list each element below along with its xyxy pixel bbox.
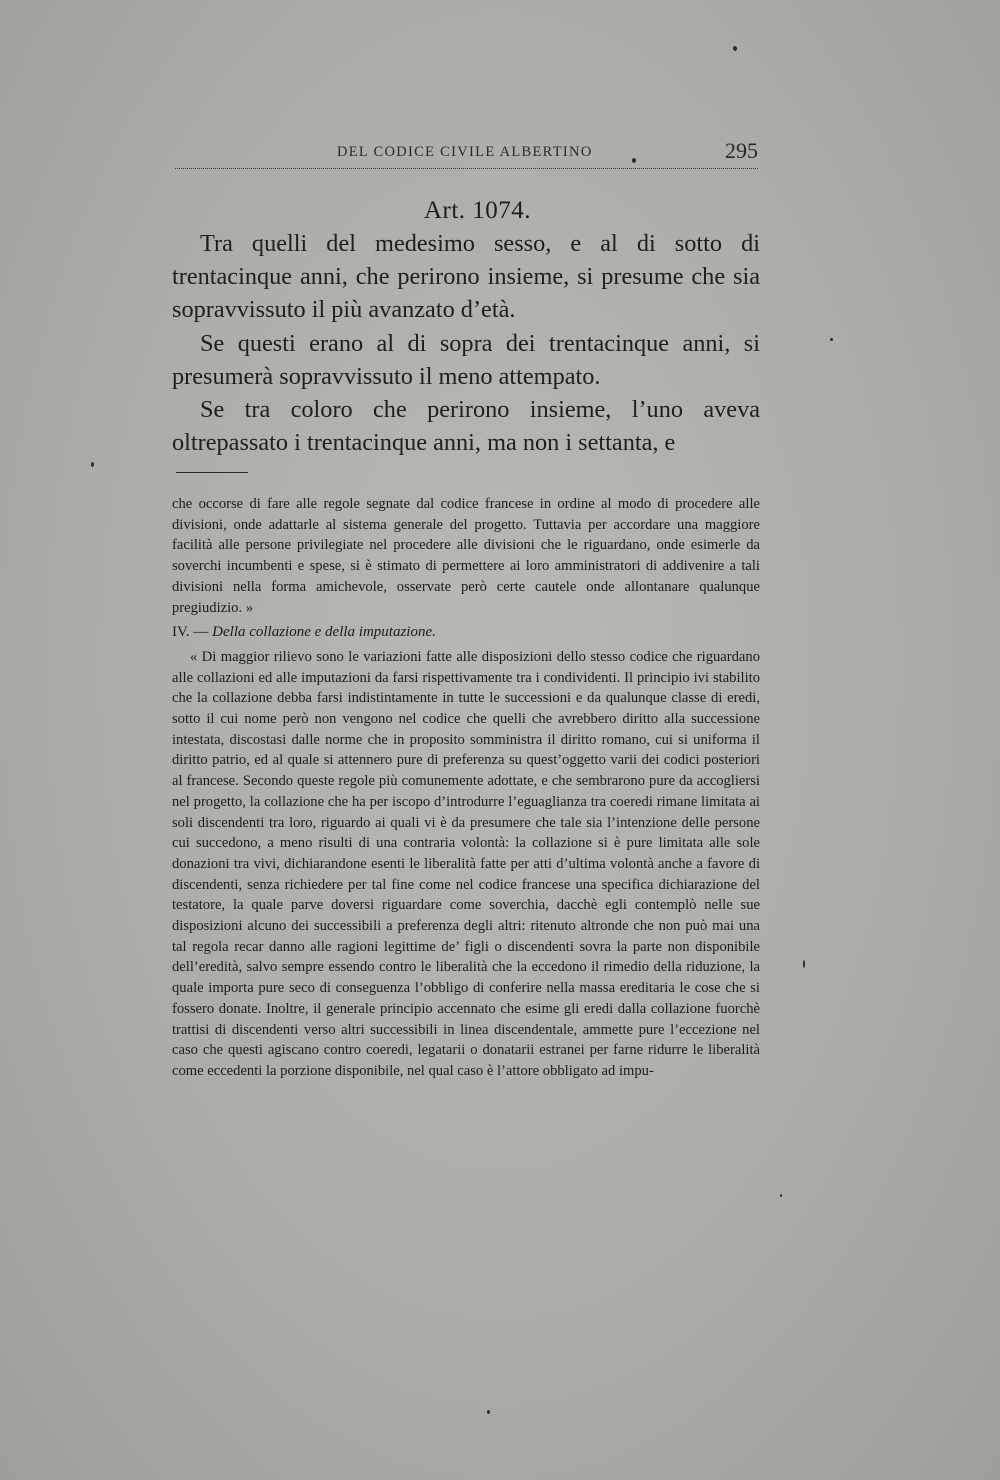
main-paragraph-3: Se tra coloro che perirono insieme, l’uno aveva oltrepassato i trentacinque anni, ma non i settanta, e bbox=[172, 396, 760, 457]
print-speck bbox=[733, 46, 737, 51]
header-rule bbox=[175, 168, 758, 169]
main-text bbox=[172, 227, 760, 459]
page-number: 295 bbox=[725, 138, 758, 163]
main-paragraph-1: Tra quelli del medesimo sesso, e al di sotto di trentacinque anni, che perirono insieme, si presume che sia sopravvissuto il più avanzato d’età. bbox=[172, 230, 760, 324]
print-speck bbox=[91, 462, 94, 467]
print-speck bbox=[803, 960, 805, 968]
print-speck bbox=[487, 1410, 490, 1414]
section-heading bbox=[172, 622, 760, 643]
page-header bbox=[175, 140, 758, 170]
footnote-paragraph-2: « Di maggior rilievo sono le variazioni fatte alle disposizioni dello stesso codice che riguardano alle collazioni ed alle imputazioni da farsi rispettivamente tra i condividenti. Il principio ivi stabilito che la collazione debba farsi indistintamente in tutte le successioni e da qualunque classe di eredi, sotto il cui nome però non vengono nel codice che quelli che avrebbero diritto alla successione intestata, discostasi dalle norme che in proposito somministra il diritto romano, cui si uniforma il diritto patrio, ed al quale si attennero pure di preferenza su quest’oggetto varii dei codici posteriori al francese. Secondo queste regole più comunemente adottate, e che sembrarono pure da accogliersi nel progetto, la collazione che ha per iscopo d’introdurre l’eguaglianza tra coeredi rimane limitata ai soli discendenti tra loro, riguardo ai quali vi è da presumere che tale sia l’intenzione delle persone cui succedono, a meno risulti di una contraria volontà: la collazione si è pure limitata alle sole donazioni tra vivi, dichiarandone esenti le liberalità fatte per atti d’ultima volontà anche a favore di discendenti, senza richiedere per tal fine come nel codice francese una specifica dichiarazione del testatore, la quale parve doversi riguardare come soverchia, dacchè egli contemplò nelle sue disposizioni alcuno dei successibili a preferenza degli altri: ritenuto altronde che non può mai una tal regola recar danno alle ragioni legittime de’ figli o discendenti sovra la parte non disponibile dell’eredità, salvo sempre essendo contro le liberalità che la eccedono il rimedio della riduzione, la quale importa pure seco di conseguenza l’obbligo di conferire nella massa ereditaria le cose che si fossero donate. Inoltre, il generale principio accennato che esime gli eredi dalla collazione fuorchè trattisi di discendenti verso altri successibili in linea discendentale, ammette pure l’eccezione nel caso che questi agiscano contro coeredi, legatarii o donatarii estranei per farne ridurre le liberalità come eccedenti la porzione disponibile, nel qual caso è l’attore obbligato ad impu- bbox=[172, 648, 760, 1079]
footnote-paragraph-1: che occorse di fare alle regole segnate dal codice francese in ordine al modo di procedere alle divisioni, onde adattarle al sistema generale del progetto. Tuttavia per accordare una maggiore facilità alle persone privilegiate nel procedere alle divisioni che le riguardano, onde esimerle da soverchi incumbenti e spese, si è stimato di permettere ai loro amministratori di addivenire a tali divisioni nella forma amichevole, osservate però certe cautele onde allontanare qualunque pregiudizio. » bbox=[172, 496, 760, 616]
print-speck bbox=[780, 1194, 782, 1197]
footnote-rule bbox=[176, 472, 248, 473]
print-speck bbox=[632, 158, 636, 163]
footnote bbox=[172, 494, 760, 1082]
article-title bbox=[0, 197, 1000, 225]
print-speck bbox=[830, 338, 833, 341]
running-title: DEL CODICE CIVILE ALBERTINO bbox=[337, 144, 593, 160]
main-paragraph-2: Se questi erano al di sopra dei trentacinque anni, si presumerà sopravvissuto il meno attempato. bbox=[172, 329, 760, 390]
article-title-text: Art. 1074. bbox=[423, 197, 532, 224]
section-number: IV. — bbox=[172, 624, 213, 641]
section-title: Della collazione e della imputazione. bbox=[212, 624, 436, 641]
